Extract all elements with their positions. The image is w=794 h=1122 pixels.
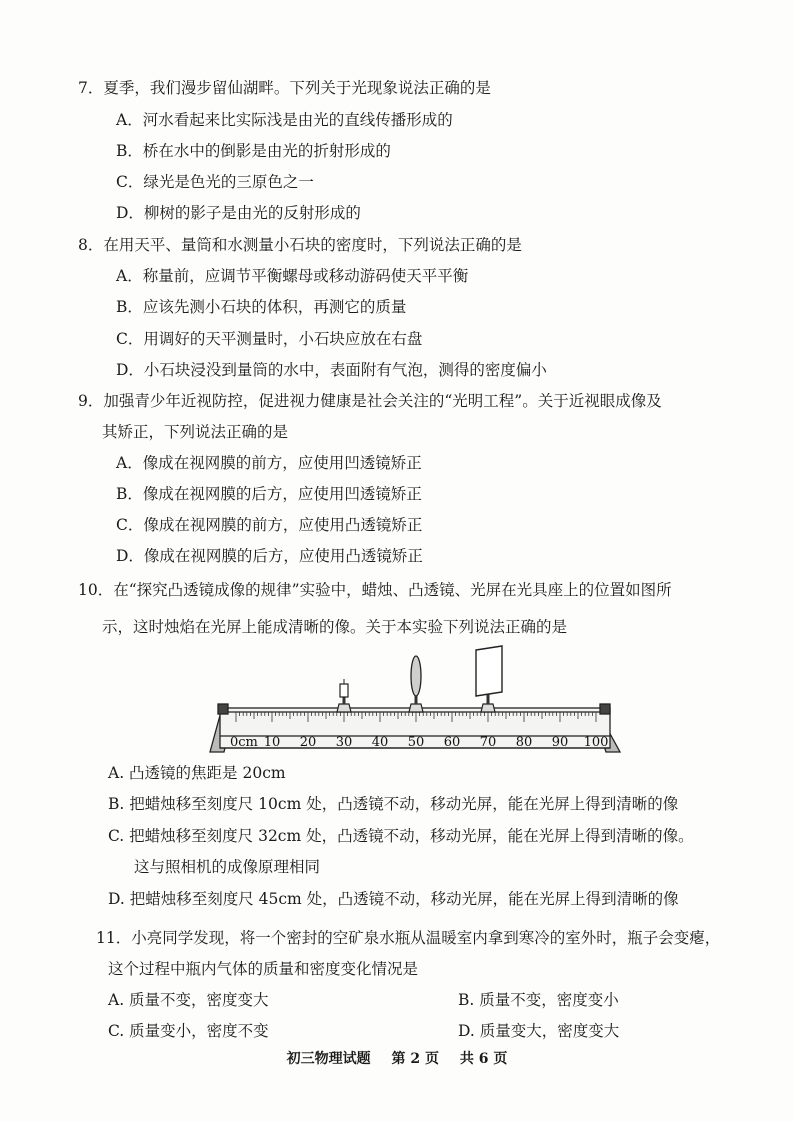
q9-option-b: B．像成在视网膜的后方，应使用凹透镜矫正 (116, 485, 422, 503)
q11-stem-line1: 11．小亮同学发现，将一个密封的空矿泉水瓶从温暖室内拿到寒冷的室外时，瓶子会变瘪， (96, 929, 721, 947)
q10-option-a: A. 凸透镜的焦距是 20cm (108, 764, 286, 782)
page-footer (0, 1048, 794, 1068)
q10-option-c-line2: 这与照相机的成像原理相同 (134, 858, 321, 876)
q11-option-d: D. 质量变大，密度变大 (458, 1022, 620, 1040)
q11-option-b: B. 质量不变，密度变小 (458, 991, 619, 1009)
q10-stem-line2: 示，这时烛焰在光屏上能成清晰的像。关于本实验下列说法正确的是 (102, 618, 568, 636)
scale-label: 40 (371, 735, 389, 750)
scale-label: 30 (335, 735, 353, 750)
q10-option-b: B. 把蜡烛移至刻度尺 10cm 处，凸透镜不动，移动光屏，能在光屏上得到清晰的像 (108, 795, 679, 813)
scale-label: 80 (515, 735, 533, 750)
q10-stem-line1: 10．在“探究凸透镜成像的规律”实验中，蜡烛、凸透镜、光屏在光具座上的位置如图所 (78, 581, 672, 599)
q9-option-d: D．像成在视网膜的后方，应使用凸透镜矫正 (116, 547, 423, 565)
footer-subject: 初三物理试题 (286, 1051, 371, 1067)
bench-right-clamp (600, 704, 610, 714)
q11-option-a: A. 质量不变，密度变大 (108, 991, 269, 1009)
scale-label: 10 (263, 735, 281, 750)
scale-label: 0cm (230, 735, 258, 750)
q8-stem: 8．在用天平、量筒和水测量小石块的密度时，下列说法正确的是 (78, 236, 522, 254)
scale-label: 90 (551, 735, 569, 750)
q7-option-b: B．桥在水中的倒影是由光的折射形成的 (116, 142, 391, 160)
scale-label: 50 (407, 735, 425, 750)
convex-lens (409, 656, 423, 712)
q8-option-a: A．称量前，应调节平衡螺母或移动游码使天平平衡 (116, 267, 469, 285)
q11-option-c: C. 质量变小，密度不变 (108, 1022, 269, 1040)
scale-label: 20 (299, 735, 317, 750)
optical-bench-figure (200, 640, 630, 760)
q11-stem-line2: 这个过程中瓶内气体的质量和密度变化情况是 (108, 960, 419, 978)
footer-page-number: 第 2 页 (391, 1051, 439, 1067)
q8-option-d: D．小石块浸没到量筒的水中，表面附有气泡，测得的密度偏小 (116, 361, 547, 379)
scale-label: 60 (443, 735, 461, 750)
q7-option-d: D．柳树的影子是由光的反射形成的 (116, 204, 361, 222)
q9-option-c: C．像成在视网膜的前方，应使用凸透镜矫正 (116, 516, 423, 534)
q10-option-d: D. 把蜡烛移至刻度尺 45cm 处，凸透镜不动，移动光屏，能在光屏上得到清晰的像 (108, 890, 679, 908)
q9-stem-line1: 9．加强青少年近视防控，促进视力健康是社会关注的“光明工程”。关于近视眼成像及 (78, 392, 662, 410)
q9-option-a: A．像成在视网膜的前方，应使用凹透镜矫正 (116, 454, 422, 472)
footer-total-pages: 共 6 页 (459, 1051, 508, 1067)
q8-option-c: C．用调好的天平测量时，小石块应放在右盘 (116, 330, 423, 348)
q9-stem-line2: 其矫正，下列说法正确的是 (102, 423, 289, 441)
scale-label: 100 (583, 735, 609, 750)
q7-option-a: A．河水看起来比实际浅是由光的直线传播形成的 (116, 111, 453, 129)
scale-label: 70 (479, 735, 497, 750)
q7-option-c: C．绿光是色光的三原色之一 (116, 173, 314, 191)
q8-option-b: B．应该先测小石块的体积，再测它的质量 (116, 298, 407, 316)
q10-option-c-line1: C. 把蜡烛移至刻度尺 32cm 处，凸透镜不动，移动光屏，能在光屏上得到清晰的像。 (108, 827, 694, 845)
q7-stem: 7．夏季，我们漫步留仙湖畔。下列关于光现象说法正确的是 (78, 79, 491, 97)
bench-left-clamp (218, 704, 228, 714)
light-screen (476, 646, 502, 712)
candle (337, 679, 351, 712)
